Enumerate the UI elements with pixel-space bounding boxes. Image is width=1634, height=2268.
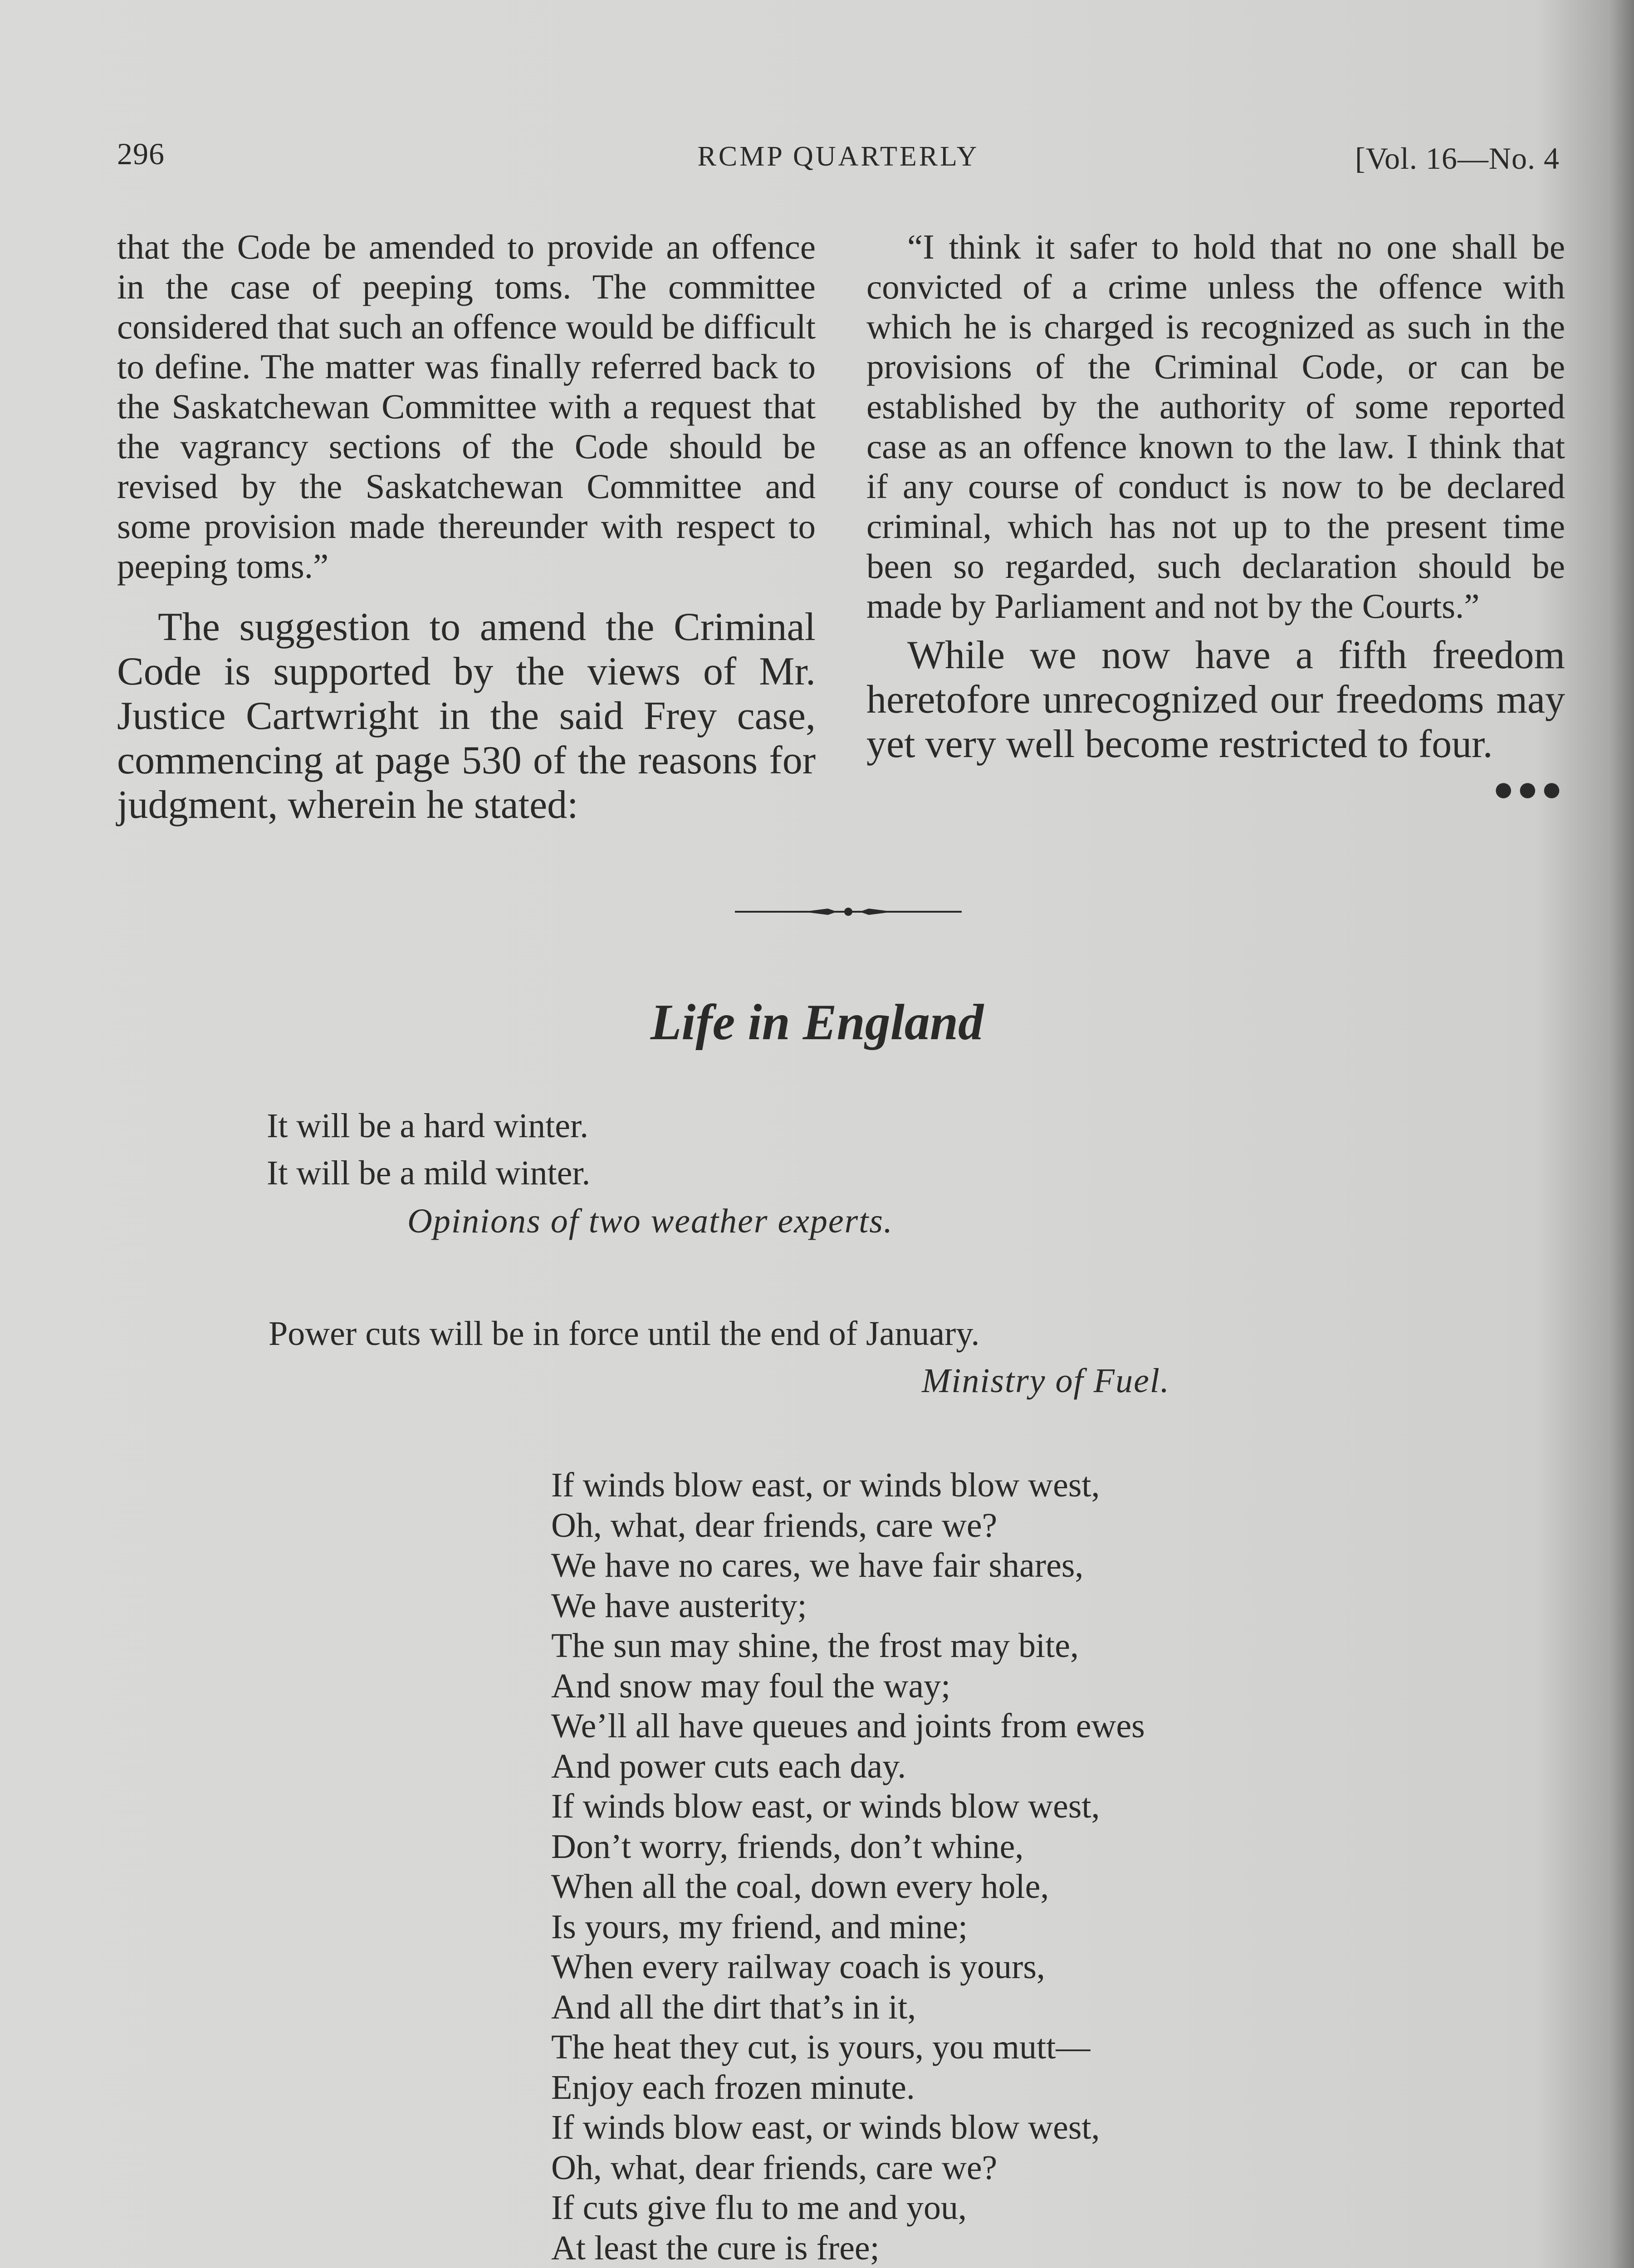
right-paragraph-2 [866, 633, 1565, 808]
right-column [866, 227, 1565, 811]
poem-line: Oh, what, dear friends, care we? [551, 1506, 998, 1545]
poem-line: Oh, what, dear friends, care we? [551, 2148, 998, 2187]
poem-line: And power cuts each day. [551, 1747, 906, 1785]
volume-issue: [Vol. 16—No. 4 [1355, 141, 1560, 176]
poem-line: Is yours, my friend, and mine; [551, 1907, 968, 1946]
poem-line: We have austerity; [551, 1586, 807, 1625]
poem-line: If cuts give flu to me and you, [551, 2189, 967, 2227]
left-paragraph-1: that the Code be amended to provide an offence in the case of peeping toms. The committee considered that such an offence would be difficult to define. The matter was finally referred back to the Saskatchewan Committee with a request that the vagrancy sections of the Code should be revised by the Saskatchewan Committee and some provision made thereunder with respect to peeping toms.” [117, 227, 816, 586]
poem-line: The heat they cut, is yours, you mutt— [551, 2028, 1091, 2066]
poem-line: And all the dirt that’s in it, [551, 1988, 916, 2026]
poem-line: If winds blow east, or winds blow west, [551, 1787, 1100, 1825]
epigraph-attribution-2: Ministry of Fuel. [922, 1362, 1170, 1400]
poem-line: Enjoy each frozen minute. [551, 2068, 915, 2107]
poem [551, 1465, 1368, 2268]
poem-line: We’ll all have queues and joints from ewes [551, 1707, 1145, 1745]
section-divider-ornament [735, 903, 962, 921]
end-of-article-mark: ●●● [1492, 769, 1565, 808]
poem-line: When all the coal, down every hole, [551, 1867, 1049, 1906]
epigraph-line-1: It will be a hard winter. [267, 1107, 589, 1145]
poem-line: At least the cure is free; [551, 2229, 880, 2267]
page-number: 296 [117, 137, 165, 171]
epigraph-line-2: It will be a mild winter. [267, 1154, 591, 1192]
right-paragraph-2-text: While we now have a fifth freedom heretofore unrecognized our freedoms may yet very well become restricted to four. [866, 633, 1565, 766]
left-paragraph-2: The suggestion to amend the Criminal Code is supported by the views of Mr. Justice Cartwright in the said Frey case, commencing at page 530 of the reasons for judgment, wherein he stated: [117, 605, 816, 827]
right-paragraph-1: “I think it safer to hold that no one shall be convicted of a crime unless the offence with which he is charged is recognized as such in the provisions of the Criminal Code, or can be established by the authority of some reported case as an offence known to the law. I think that if any course of conduct is now to be declared criminal, which has not up to the present time been so regarded, such declaration should be made by Parliament and not by the Courts.” [866, 227, 1565, 626]
poem-line: We have no cares, we have fair shares, [551, 1546, 1084, 1584]
article-title: Life in England [650, 994, 984, 1051]
epigraph-attribution-1: Opinions of two weather experts. [407, 1202, 893, 1240]
poem-line: And snow may foul the way; [551, 1667, 951, 1705]
running-header [117, 136, 1560, 191]
poem-line: If winds blow east, or winds blow west, [551, 1466, 1100, 1504]
poem-line: When every railway coach is yours, [551, 1948, 1045, 1986]
left-column [117, 227, 816, 827]
poem-line: The sun may shine, the frost may bite, [551, 1627, 1079, 1665]
poem-line: If winds blow east, or winds blow west, [551, 2108, 1100, 2146]
journal-title: RCMP QUARTERLY [697, 141, 979, 172]
poem-line: Don’t worry, friends, don’t whine, [551, 1827, 1024, 1866]
epigraph-line-3: Power cuts will be in force until the end of January. [269, 1315, 980, 1353]
